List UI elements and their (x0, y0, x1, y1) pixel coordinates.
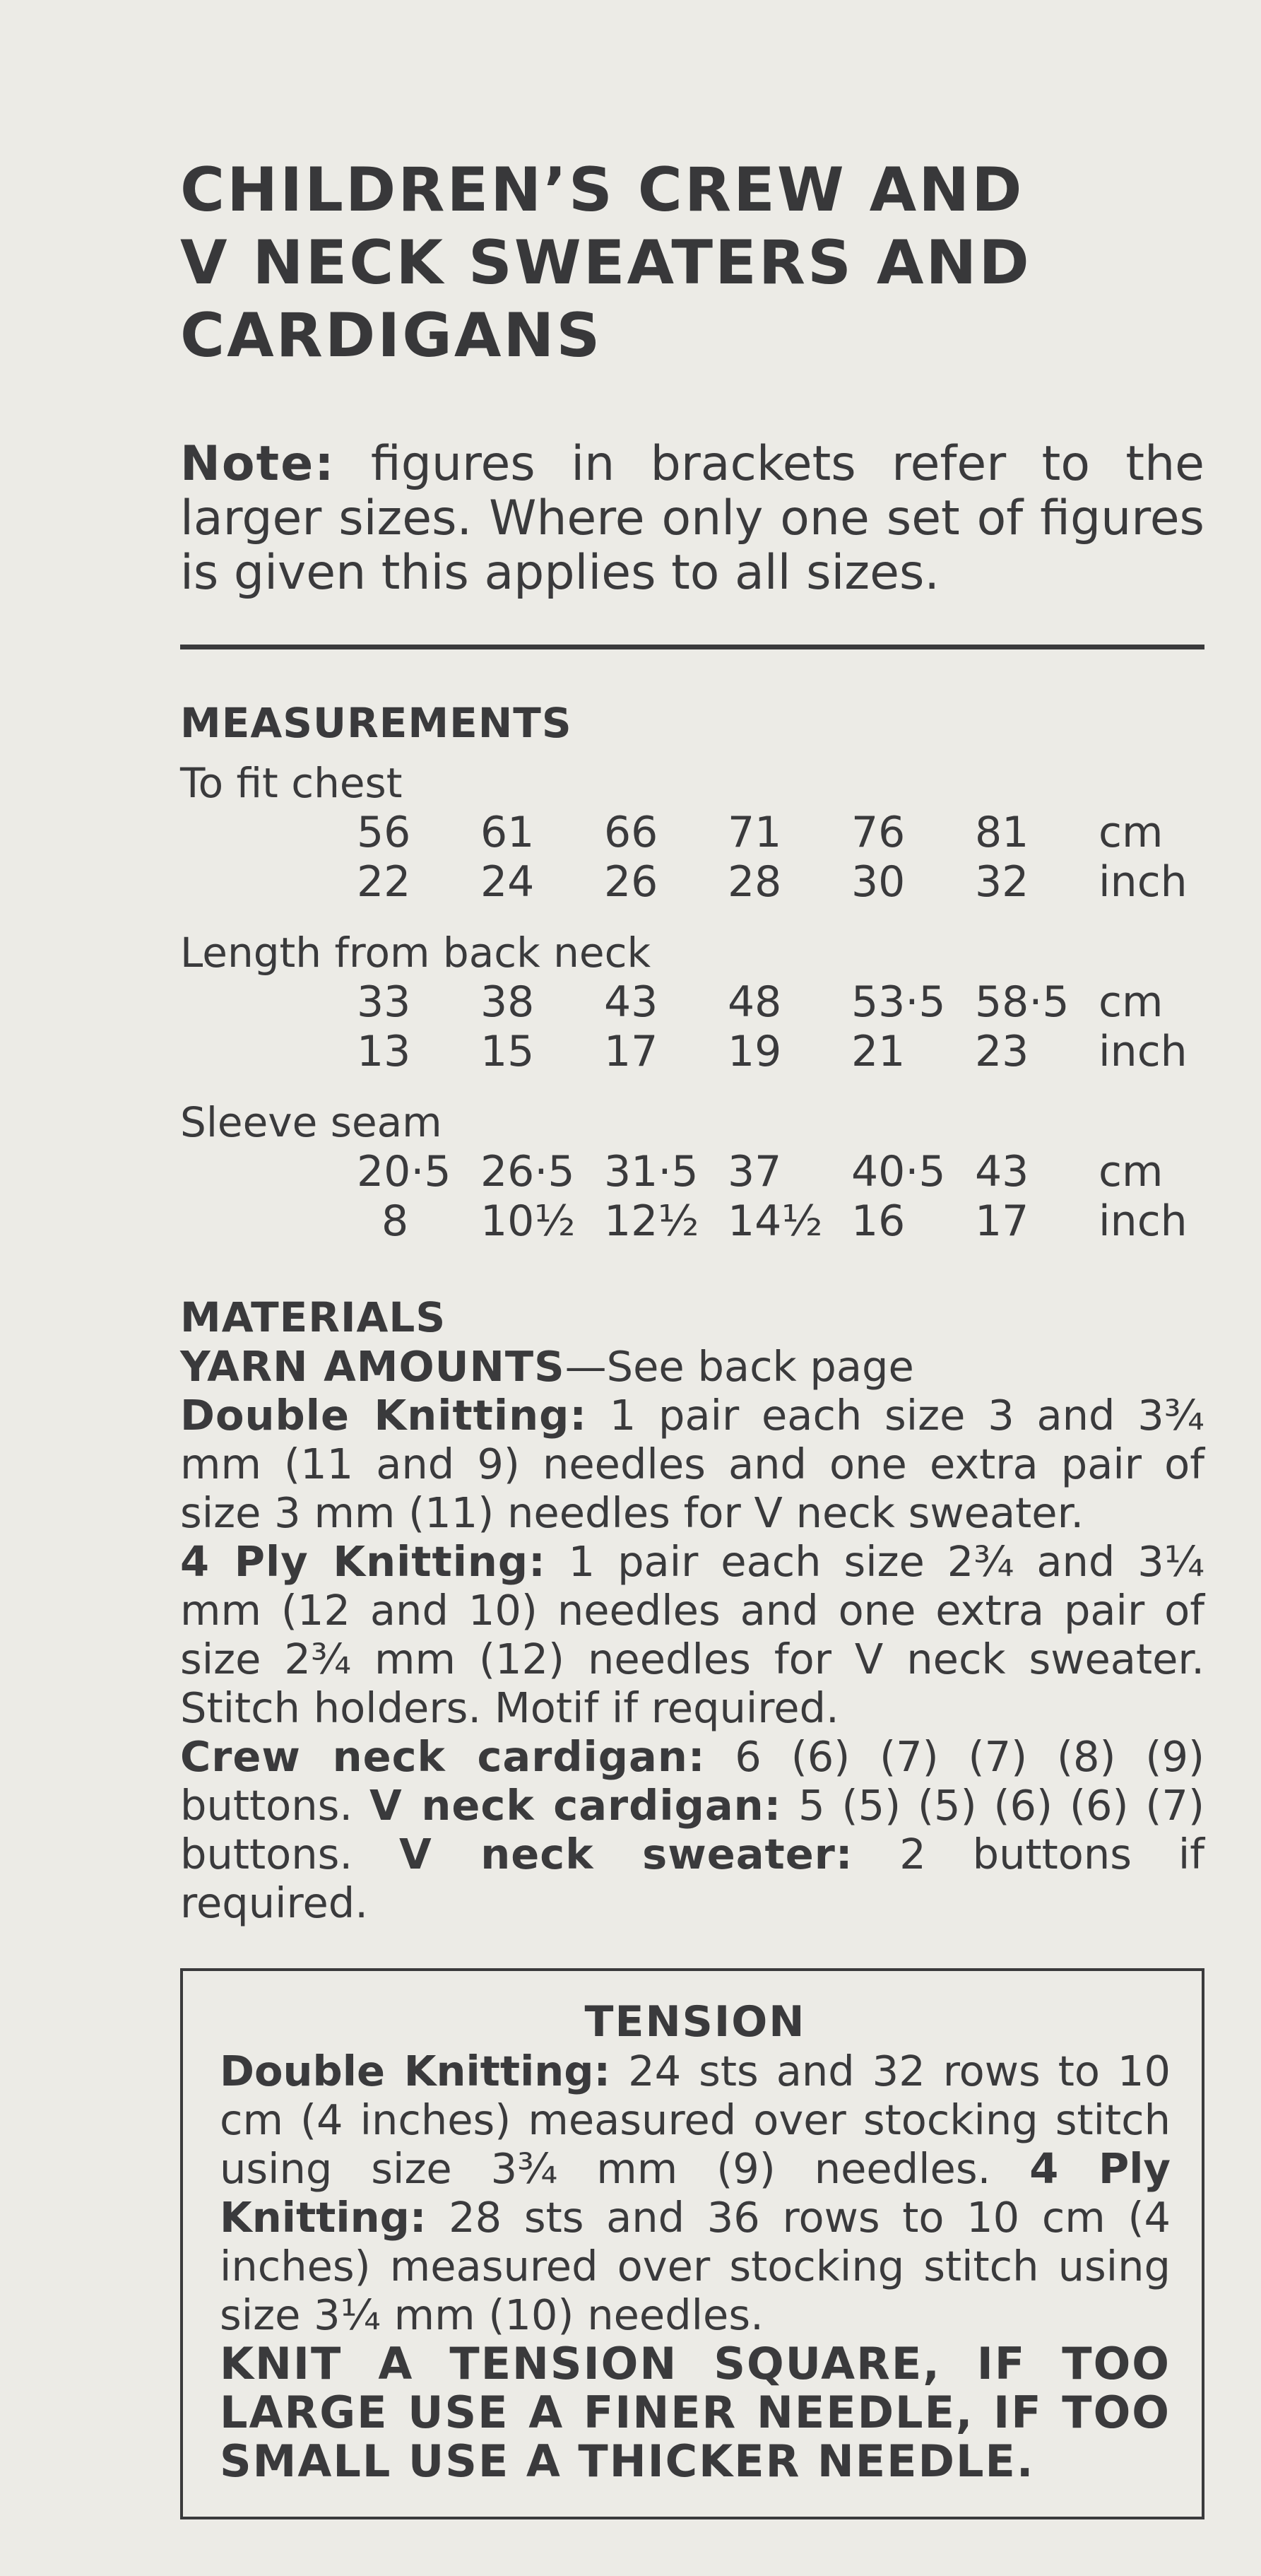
v-cardigan-label: V neck cardigan: (369, 1781, 782, 1830)
value-cell: 61 (480, 808, 535, 857)
value-cell: 43 (975, 1147, 1029, 1196)
value-cell: 28 (728, 857, 782, 907)
unit-cell: inch (1099, 1027, 1188, 1076)
materials-heading: MATERIALS (180, 1293, 446, 1341)
value-cell: 48 (728, 977, 782, 1027)
value-cell: 38 (480, 977, 535, 1027)
value-cell: 26 (604, 857, 658, 907)
value-cell: 43 (604, 977, 658, 1027)
yarn-amounts-line (180, 1342, 1204, 1391)
unit-cell: cm (1099, 808, 1164, 857)
value-cell: 81 (975, 808, 1029, 857)
length-inch-row (0, 1027, 1261, 1076)
value-cell: 33 (357, 977, 411, 1027)
tension-paragraph (220, 2047, 1171, 2339)
tension-dk-text: 24 sts and 32 rows to 10 cm (4 inches) measured over stocking stitch using size 3¾ mm (9) needles. (220, 2047, 1171, 2193)
value-cell: 30 (851, 857, 906, 907)
dk-needles-paragraph (180, 1391, 1204, 1537)
tension-ply-text: 28 sts and 36 rows to 10 cm (4 inches) measured over stocking stitch using size 3¼ mm (10) needles. (220, 2193, 1171, 2339)
value-cell: 58·5 (975, 977, 1070, 1027)
tension-warning: KNIT A TENSION SQUARE, IF TOO LARGE USE A FINER NEEDLE, IF TOO SMALL USE A THICKER NEEDLE. (220, 2338, 1171, 2487)
value-cell: 53·5 (851, 977, 946, 1027)
tension-ply-label: 4 Ply Knitting: (220, 2144, 1171, 2242)
value-cell: 40·5 (851, 1147, 946, 1196)
title-line: CHILDREN’S CREW AND (180, 155, 1024, 225)
chest-cm-row (0, 808, 1261, 857)
v-sweater-label: V neck sweater: (398, 1830, 853, 1878)
ply-label: 4 Ply Knitting: (180, 1537, 546, 1586)
page-title (180, 154, 1204, 372)
value-cell: 15 (480, 1027, 535, 1076)
value-cell: 32 (975, 857, 1029, 907)
chest-inch-row (0, 857, 1261, 907)
note-text: figures in brackets refer to the larger sizes. Where only one set of figures is given this applies to all sizes. (180, 436, 1204, 601)
yarn-amounts-label: YARN AMOUNTS (180, 1342, 565, 1391)
value-cell: 66 (604, 808, 658, 857)
tension-heading: TENSION (584, 1997, 806, 2047)
value-cell: 20·5 (357, 1147, 451, 1196)
value-cell: 31·5 (604, 1147, 699, 1196)
value-cell: 24 (480, 857, 535, 907)
unit-cell: inch (1099, 857, 1188, 907)
value-cell: 23 (975, 1027, 1029, 1076)
length-cm-row (0, 977, 1261, 1027)
buttons-paragraph (180, 1732, 1204, 1927)
value-cell: 37 (728, 1147, 782, 1196)
unit-cell: cm (1099, 1147, 1164, 1196)
dk-label: Double Knitting: (180, 1391, 587, 1440)
note-paragraph (180, 437, 1204, 600)
sleeve-cm-row (0, 1147, 1261, 1196)
v-sweater-text: 2 buttons if required. (180, 1830, 1204, 1927)
value-cell: 19 (728, 1027, 782, 1076)
value-cell: 17 (975, 1196, 1029, 1246)
section-divider (180, 645, 1204, 649)
yarn-amounts-text: —See back page (564, 1342, 914, 1391)
value-cell: 12½ (604, 1196, 699, 1246)
tension-dk-label: Double Knitting: (220, 2047, 611, 2095)
value-cell: 71 (728, 808, 782, 857)
value-cell: 22 (357, 857, 411, 907)
value-cell: 17 (604, 1027, 658, 1076)
crew-cardigan-text: 6 (6) (7) (7) (8) (9) buttons. (180, 1732, 1205, 1830)
sleeve-label: Sleeve seam (180, 1098, 442, 1146)
dk-text: 1 pair each size 3 and 3¾ mm (11 and 9) needles and one extra pair of size 3 mm (11) needles for V neck sweater. (180, 1391, 1204, 1537)
value-cell: 76 (851, 808, 906, 857)
unit-cell: inch (1099, 1196, 1188, 1246)
note-label: Note: (180, 436, 336, 492)
value-cell: 56 (357, 808, 411, 857)
unit-cell: cm (1099, 977, 1164, 1027)
measurements-heading: MEASUREMENTS (180, 699, 572, 747)
length-label: Length from back neck (180, 929, 651, 977)
value-cell: 14½ (728, 1196, 823, 1246)
title-line: V NECK SWEATERS AND (180, 228, 1031, 298)
value-cell: 21 (851, 1027, 906, 1076)
value-cell: 13 (357, 1027, 411, 1076)
ply-needles-paragraph (180, 1537, 1204, 1732)
ply-text: 1 pair each size 2¾ and 3¼ mm (12 and 10) needles and one extra pair of size 2¾ mm (12) needles for V neck sweater. Stitch holders. Motif if required. (180, 1537, 1205, 1732)
title-line: CARDIGANS (180, 300, 603, 371)
sleeve-inch-row (0, 1196, 1261, 1246)
chest-label: To fit chest (180, 759, 403, 807)
value-cell: 8 (381, 1196, 409, 1246)
value-cell: 16 (851, 1196, 906, 1246)
tension-box (180, 1968, 1204, 2519)
value-cell: 26·5 (480, 1147, 575, 1196)
materials-section (180, 1293, 1204, 1927)
v-cardigan-text: 5 (5) (5) (6) (6) (7) buttons. (180, 1781, 1204, 1878)
crew-cardigan-label: Crew neck cardigan: (180, 1732, 706, 1781)
value-cell: 10½ (480, 1196, 576, 1246)
tension-content (220, 1998, 1171, 2486)
